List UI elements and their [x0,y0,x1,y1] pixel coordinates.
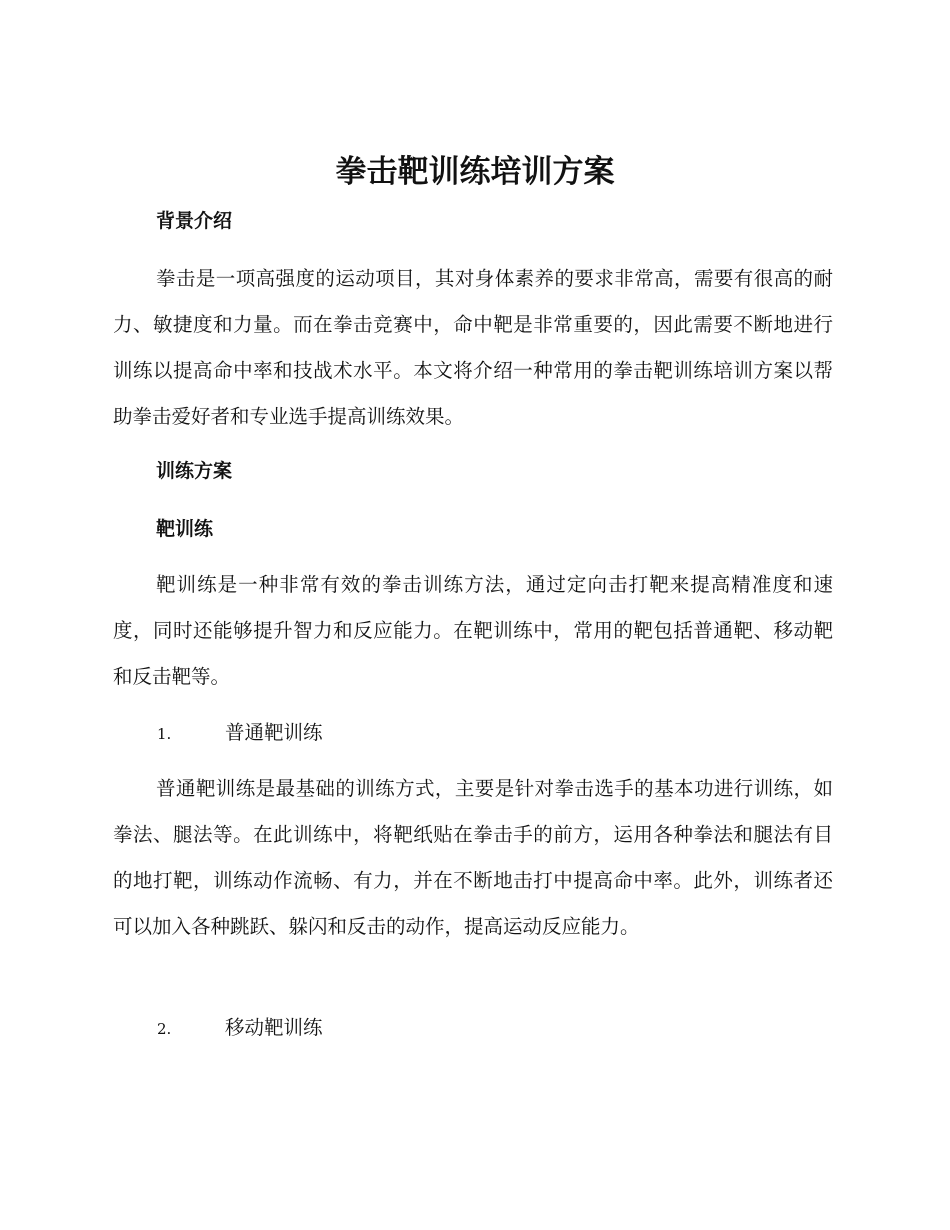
list-item-2 [157,1015,323,1042]
paragraph-background: 拳击是一项高强度的运动项目，其对身体素养的要求非常高，需要有很高的耐力、敏捷度和力量。而在拳击竞赛中，命中靶是非常重要的，因此需要不断地进行训练以提高命中率和技战术水平。本文将介绍一种常用的拳击靶训练培训方案以帮助拳击爱好者和专业选手提高训练效果。 [113,267,833,428]
list-label: 移动靶训练 [225,1016,323,1039]
list-item-1 [157,720,323,747]
list-number: 2. [157,1020,172,1038]
heading-training-plan: 训练方案 [156,460,233,482]
paragraph-normal-target: 普通靶训练是最基础的训练方式，主要是针对拳击选手的基本功进行训练，如拳法、腿法等。在此训练中，将靶纸贴在拳击手的前方，运用各种拳法和腿法有目的地打靶，训练动作流畅、有力，并在不断地击打中提高命中率。此外，训练者还可以加入各种跳跃、躲闪和反击的动作，提高运动反应能力。 [113,777,833,938]
heading-background: 背景介绍 [156,210,233,232]
document-title: 拳击靶训练培训方案 [335,154,615,190]
heading-target-training: 靶训练 [156,518,214,540]
list-number: 1. [157,725,172,743]
paragraph-target-training: 靶训练是一种非常有效的拳击训练方法，通过定向击打靶来提高精准度和速度，同时还能够提升智力和反应能力。在靶训练中，常用的靶包括普通靶、移动靶和反击靶等。 [113,573,833,688]
list-label: 普通靶训练 [225,721,323,744]
